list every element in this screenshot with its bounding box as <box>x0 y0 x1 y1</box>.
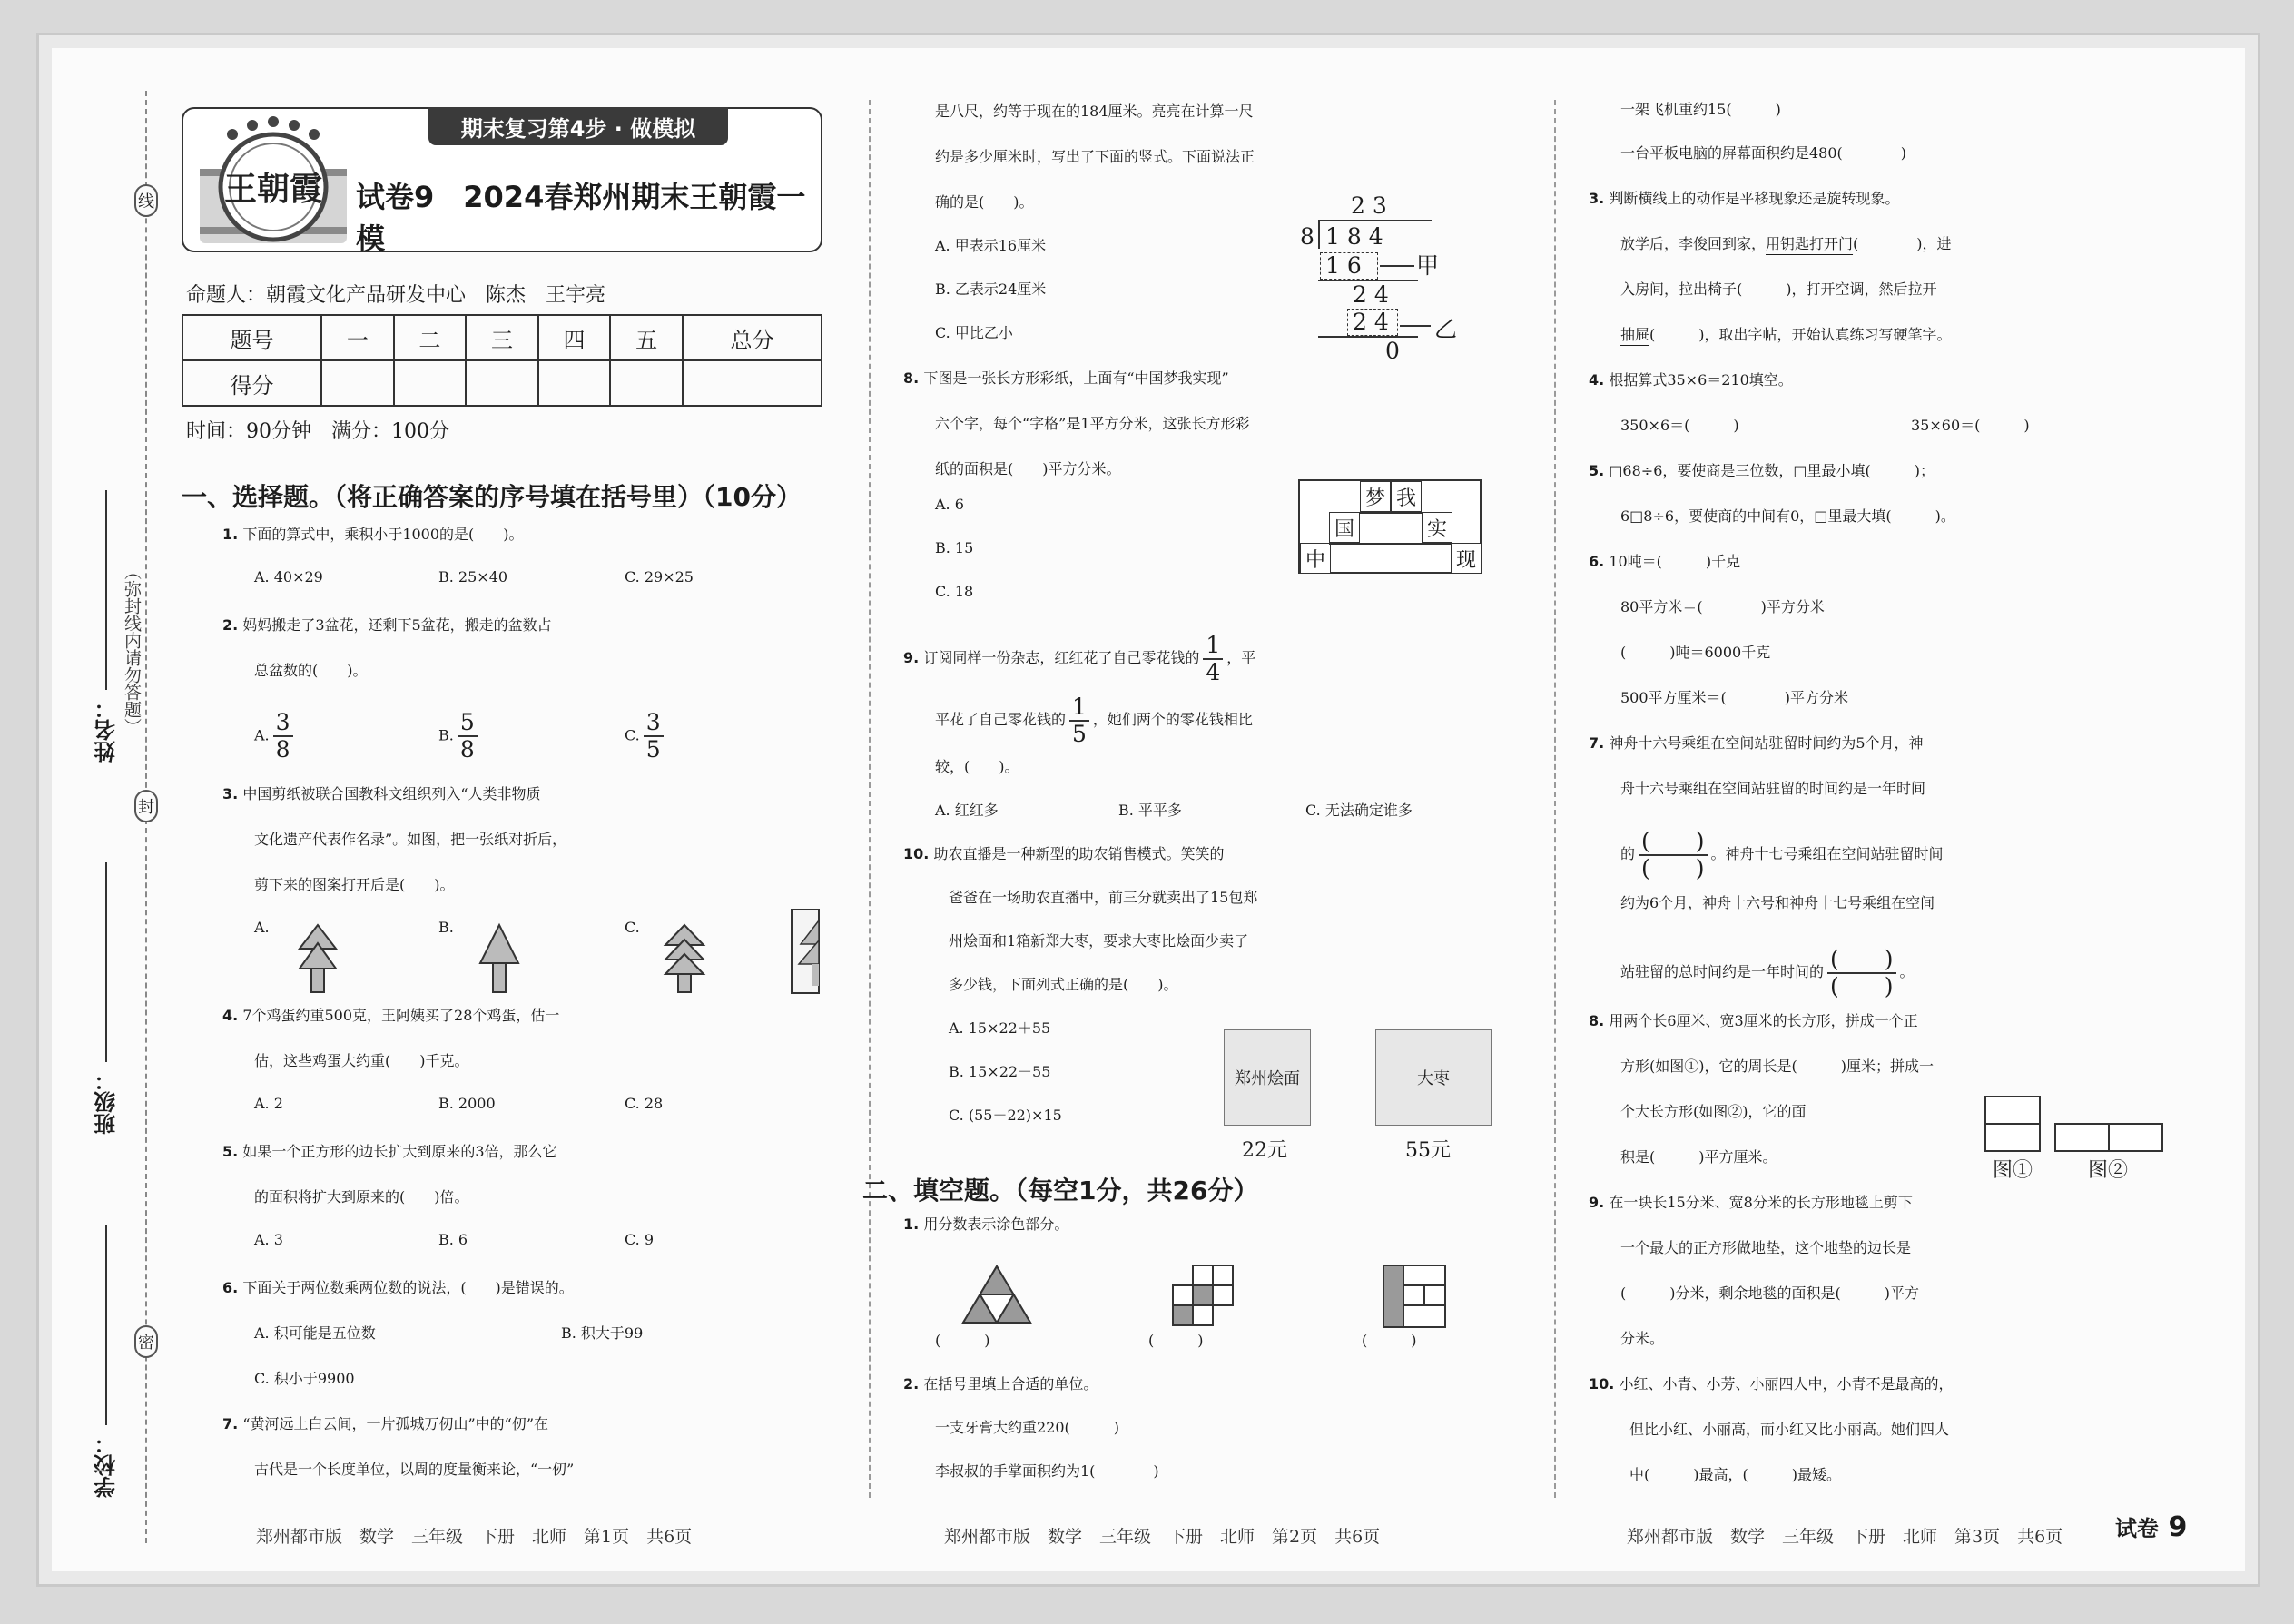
option-a[interactable]: A. 2 <box>254 1095 283 1112</box>
score-header-cell: 总分 <box>683 315 822 360</box>
question-text: ，她们两个的零花钱相比 <box>1092 711 1253 728</box>
question-text: 判断横线上的动作是平移现象还是旋转现象。 <box>1609 190 1900 207</box>
column-divider <box>869 100 871 1498</box>
option-label: B. <box>438 726 454 744</box>
question-10 <box>903 842 1224 863</box>
option-a[interactable] <box>254 710 297 763</box>
shaded-rectangle-figure <box>1382 1264 1447 1329</box>
question-1 <box>222 523 524 544</box>
answer-blank[interactable]: ( )，取出字帖，开始认真练习写硬笔字。 <box>1649 326 1952 343</box>
fill-line[interactable]: 方形(如图①)，它的周长是( )厘米；拼成一 <box>1620 1058 1934 1075</box>
question-text: 州烩面和1箱新郑大枣，要求大枣比烩面少卖了 <box>949 932 1249 950</box>
seal-note: （弥封线内请勿答题） <box>122 563 142 735</box>
option-c[interactable]: C. 29×25 <box>625 568 694 586</box>
fill-line <box>1620 278 1937 299</box>
shaded-triangle-figure <box>960 1264 1033 1325</box>
option-b[interactable]: B. 6 <box>438 1231 468 1248</box>
char-cell: 现 <box>1451 543 1482 574</box>
question-number: 7. <box>1589 734 1605 752</box>
option-a[interactable]: A. 6 <box>935 496 964 513</box>
option-a[interactable]: A. <box>254 919 270 936</box>
question-number: 2. <box>903 1375 920 1393</box>
question-number: 3. <box>1589 190 1605 207</box>
svg-text:王朝霞: 王朝霞 <box>223 170 323 208</box>
fill-question-4 <box>1589 369 1793 389</box>
fill-question-10 <box>1589 1373 1953 1393</box>
label-yi: 乙 <box>1434 316 1458 342</box>
question-number: 6. <box>1589 553 1605 570</box>
shaded-squares-figure <box>1171 1264 1236 1329</box>
denominator: 8 <box>275 736 290 763</box>
question-text: 分米。 <box>1620 1330 1665 1347</box>
question-text: 用分数表示涂色部分。 <box>923 1216 1069 1233</box>
answer-blank[interactable]: ( )，打开空调，然后 <box>1737 281 1908 298</box>
denominator: 5 <box>645 736 661 763</box>
papercut-folded-icon <box>790 908 821 995</box>
grid-line <box>1360 512 1422 514</box>
question-text: 站驻留的总时间约是一年时间的 <box>1620 963 1825 980</box>
question-text: 的面积将扩大到原来的( )倍。 <box>254 1188 469 1206</box>
denominator-blank[interactable]: ( ) <box>1641 854 1705 881</box>
grid-line <box>1329 543 1452 545</box>
question-text: 订阅同样一份杂志，红红花了自己零花钱的 <box>923 649 1200 666</box>
question-text: 一个最大的正方形做地垫，这个地垫的边长是 <box>1620 1239 1912 1256</box>
fill-line[interactable]: 80平方米＝( )平方分米 <box>1620 598 1825 615</box>
fraction <box>458 710 478 763</box>
question-number: 9. <box>903 649 920 666</box>
option-c[interactable]: C. (55－22)×15 <box>949 1107 1062 1124</box>
fill-line[interactable]: 10吨＝( )千克 <box>1609 553 1741 570</box>
score-cell[interactable] <box>683 360 822 406</box>
score-header-cell: 题号 <box>182 315 321 360</box>
fill-question-7 <box>1589 732 1924 753</box>
fill-question-6 <box>1589 550 1740 571</box>
page-footer-2: 郑州都市版 数学 三年级 下册 北师 第2页 共6页 <box>944 1527 1381 1547</box>
question-text: 如果一个正方形的边长扩大到原来的3倍，那么它 <box>242 1143 557 1160</box>
underlined-action: 抽屉 <box>1620 326 1650 343</box>
question-text: 的 <box>1620 845 1636 862</box>
seal-mark-secret: 密 <box>134 1325 158 1358</box>
question-4 <box>222 1004 559 1025</box>
question-text: 。神舟十七号乘组在空间站驻留时间 <box>1710 845 1944 862</box>
numerator-blank[interactable]: ( ) <box>1639 829 1708 856</box>
paper-label: 试卷 <box>2115 1516 2159 1541</box>
fill-question-9 <box>1589 1191 1913 1212</box>
question-text: 在一块长15分米、宽8分米的长方形地毯上剪下 <box>1609 1194 1913 1211</box>
fill-line[interactable]: 35×60＝( ) <box>1911 417 2030 434</box>
option-b[interactable]: B. 15 <box>935 539 974 556</box>
school-field[interactable] <box>91 1225 122 1498</box>
score-row <box>182 360 822 406</box>
char-cell: 国 <box>1329 512 1360 543</box>
numerator: 1 <box>1203 633 1223 660</box>
question-text: 根据算式35×6＝210填空。 <box>1609 371 1793 389</box>
score-cell[interactable] <box>610 360 683 406</box>
numerator: 5 <box>458 710 478 737</box>
option-a[interactable]: A. 甲表示16厘米 <box>935 237 1047 254</box>
question-8 <box>903 367 1229 388</box>
exam-title: 试卷9 2024春郑州期末王朝霞一模 <box>356 180 806 256</box>
option-b[interactable]: B. 15×22－55 <box>949 1063 1051 1080</box>
page-footer-3: 郑州都市版 数学 三年级 下册 北师 第3页 共6页 <box>1627 1527 2063 1547</box>
question-text: 六个字，每个“字格”是1平方分米，这张长方形彩 <box>935 415 1250 432</box>
seal-mark-line: 线 <box>134 184 158 217</box>
fill-line <box>1620 822 1944 886</box>
question-text: 是八尺，约等于现在的184厘米。亮亮在计算一尺 <box>935 103 1254 120</box>
question-text: 放学后，李俊回到家， <box>1620 235 1767 252</box>
question-number: 10. <box>903 845 930 862</box>
score-header-cell: 一 <box>321 315 394 360</box>
fill-question-5 <box>1589 459 1935 480</box>
fraction <box>1203 633 1223 685</box>
page-footer-1: 郑州都市版 数学 三年级 下册 北师 第1页 共6页 <box>256 1527 693 1547</box>
option-c[interactable]: C. <box>625 919 640 936</box>
fraction-blank[interactable] <box>1827 947 1896 999</box>
division-bracket <box>1318 220 1320 249</box>
char-cell: 中 <box>1300 543 1331 574</box>
time-info: 时间：90分钟 满分：100分 <box>186 420 449 443</box>
question-text: ，平 <box>1226 649 1256 666</box>
fill-line[interactable]: ( )分米，剩余地毯的面积是( )平方 <box>1620 1284 1919 1302</box>
question-2 <box>222 614 552 635</box>
char-cell: 梦 <box>1360 481 1391 512</box>
question-text: 但比小红、小丽高，而小红又比小丽高。她们四人 <box>1629 1421 1950 1438</box>
question-number: 9. <box>1589 1194 1605 1211</box>
option-b[interactable] <box>438 710 481 763</box>
option-a[interactable]: A. 积可能是五位数 <box>254 1324 376 1342</box>
fraction-blank[interactable] <box>1639 829 1708 881</box>
option-label: C. <box>625 726 640 744</box>
header-banner: 期末复习第4步 · 做模拟 <box>428 107 728 145</box>
option-b[interactable]: B. 25×40 <box>438 568 508 586</box>
option-a[interactable]: A. 红红多 <box>935 802 999 819</box>
product-label: 大枣 <box>1417 1069 1450 1088</box>
question-text: 多少钱，下面列式正确的是( )。 <box>949 976 1178 993</box>
noodle-price: 22元 <box>1242 1139 1287 1162</box>
question-number: 7. <box>222 1415 239 1432</box>
question-text: 入房间， <box>1620 281 1679 298</box>
compilers: 命题人：朝霞文化产品研发中心 陈杰 王宇亮 <box>186 284 606 307</box>
fill-question-8 <box>1589 1009 1918 1030</box>
paper-number: 9 <box>2168 1511 2188 1543</box>
noodle-package-image <box>1224 1029 1311 1126</box>
question-text: 下面关于两位数乘两位数的说法，( )是错误的。 <box>242 1279 574 1296</box>
denominator-blank[interactable]: ( ) <box>1830 972 1894 999</box>
question-number: 1. <box>222 526 239 543</box>
paper-number-badge <box>2115 1511 2187 1543</box>
school-underline <box>105 1225 107 1425</box>
question-text: 剪下来的图案打开后是( )。 <box>254 876 455 893</box>
score-header-cell: 五 <box>610 315 683 360</box>
class-underline <box>105 862 107 1062</box>
score-table <box>182 314 822 407</box>
fill-line[interactable]: ( )吨＝6000千克 <box>1620 644 1771 661</box>
section1-title: 一、选择题。（将正确答案的序号填在括号里）（10分） <box>182 482 802 512</box>
score-header-row <box>182 315 822 360</box>
question-text: 神舟十六号乘组在空间站驻留时间约为5个月，神 <box>1609 734 1924 752</box>
section2-title: 二、填空题。（每空1分，共26分） <box>862 1176 1259 1206</box>
question-text: 较，( )。 <box>935 758 1019 775</box>
underlined-action: 拉开 <box>1907 281 1937 298</box>
seal-mark-seal: 封 <box>134 790 158 822</box>
figure-2-rectangle <box>2053 1122 2164 1153</box>
papercut-tree-a-icon <box>295 921 340 994</box>
school-label: 学校： <box>94 1432 120 1498</box>
fraction <box>1069 694 1089 747</box>
fraction <box>644 710 664 763</box>
binding-strip <box>54 54 191 1561</box>
numerator: 1 <box>1069 694 1089 722</box>
question-text: 用两个长6厘米、宽3厘米的长方形，拼成一个正 <box>1609 1012 1918 1029</box>
fill-question-1 <box>903 1213 1068 1234</box>
score-row-label: 得分 <box>182 360 321 406</box>
question-9 <box>903 630 1255 686</box>
question-6 <box>222 1276 574 1297</box>
divisor: 8 <box>1300 223 1314 250</box>
question-text: “黄河远上白云间，一片孤城万仞山”中的“仞”在 <box>242 1415 549 1432</box>
fill-question-2 <box>903 1373 1098 1393</box>
answer-blank[interactable]: ( ) <box>1362 1332 1417 1349</box>
fill-line[interactable]: 350×6＝( ) <box>1620 417 1739 434</box>
question-number: 1. <box>903 1216 920 1233</box>
numerator: 3 <box>273 710 293 737</box>
fraction <box>273 710 293 763</box>
numerator: 3 <box>644 710 664 737</box>
question-number: 8. <box>1589 1012 1605 1029</box>
score-cell[interactable] <box>321 360 394 406</box>
dividend: 1 8 4 <box>1325 223 1383 250</box>
option-c[interactable]: C. 18 <box>935 583 974 600</box>
name-field[interactable] <box>91 490 122 763</box>
question-number: 5. <box>222 1143 239 1160</box>
final-remainder: 0 <box>1385 338 1400 364</box>
class-label: 班级： <box>94 1069 120 1135</box>
question-text: 约为6个月，神舟十六号和神舟十七号乘组在空间 <box>1620 894 1935 911</box>
question-text: 舟十六号乘组在空间站驻留的时间约是一年时间 <box>1620 780 1926 797</box>
question-number: 8. <box>903 369 920 387</box>
jujube-box-image <box>1375 1029 1492 1126</box>
brand-logo-icon <box>196 114 350 249</box>
fill-line <box>1620 940 1915 1004</box>
question-text: 文化遗产代表作名录”。如图，把一张纸对折后， <box>254 831 567 848</box>
option-b[interactable]: B. 平平多 <box>1118 802 1182 819</box>
fill-line[interactable]: 500平方厘米＝( )平方分米 <box>1620 689 1849 706</box>
score-header-cell: 四 <box>538 315 611 360</box>
question-number: 2. <box>222 616 239 634</box>
figure-2-label: 图② <box>2088 1159 2129 1182</box>
column-divider <box>1554 100 1556 1498</box>
option-a[interactable]: A. 15×22＋55 <box>949 1019 1051 1037</box>
question-text: 确的是( )。 <box>935 193 1034 211</box>
option-a[interactable]: A. 40×29 <box>254 568 323 586</box>
score-cell[interactable] <box>466 360 538 406</box>
option-c[interactable]: C. 28 <box>625 1095 664 1112</box>
question-number: 4. <box>222 1007 239 1024</box>
option-label: A. <box>254 726 270 744</box>
answer-blank[interactable]: ( )，进 <box>1853 235 1952 252</box>
long-division <box>1298 192 1462 364</box>
jujube-price: 55元 <box>1405 1139 1451 1162</box>
option-b[interactable]: B. 积大于99 <box>561 1324 644 1342</box>
figure-1-square <box>1984 1095 2042 1153</box>
partial-product-2: 2 4 <box>1353 309 1389 335</box>
question-text: 。 <box>1899 963 1915 980</box>
class-field[interactable] <box>91 862 122 1135</box>
answer-blank[interactable]: ( ) <box>935 1332 990 1349</box>
fill-line[interactable]: 李叔叔的手掌面积约为1( ) <box>935 1462 1159 1480</box>
option-c[interactable]: C. 甲比乙小 <box>935 324 1013 341</box>
question-text: 在括号里填上合适的单位。 <box>923 1375 1098 1393</box>
score-cell[interactable] <box>394 360 467 406</box>
question-text: 古代是一个长度单位，以周的度量衡来论，“一仞” <box>254 1461 575 1478</box>
partial-remainder: 2 4 <box>1353 281 1389 308</box>
question-text: 7个鸡蛋约重500克，王阿姨买了28个鸡蛋，估一 <box>242 1007 560 1024</box>
char-cell: 我 <box>1391 481 1422 512</box>
fill-question-3 <box>1589 187 1899 208</box>
fill-line[interactable]: 一台平板电脑的屏幕面积约是480( ) <box>1620 144 1907 162</box>
question-text <box>935 692 1253 748</box>
option-c[interactable] <box>625 710 667 763</box>
option-c[interactable]: C. 积小于9900 <box>254 1370 355 1387</box>
denominator: 8 <box>459 736 475 763</box>
question-text: 总盆数的( )。 <box>254 662 368 679</box>
answer-blank[interactable]: ( ) <box>1148 1332 1204 1349</box>
denominator: 5 <box>1072 720 1087 747</box>
option-a[interactable]: A. 3 <box>254 1231 283 1248</box>
subtract-line <box>1318 336 1418 338</box>
question-text: 小红、小青、小芳、小丽四人中，小青不是最高的， <box>1619 1375 1954 1393</box>
question-number: 6. <box>222 1279 239 1296</box>
question-text: 纸的面积是( )平方分米。 <box>935 460 1121 477</box>
option-b[interactable]: B. 乙表示24厘米 <box>935 281 1047 298</box>
question-text: 约是多少厘米时，写出了下面的竖式。下面说法正 <box>935 148 1255 165</box>
question-text: 个大长方形(如图②)，它的面 <box>1620 1103 1807 1120</box>
fill-line[interactable]: □68÷6，要使商是三位数，□里最小填( )； <box>1609 462 1935 479</box>
papercut-tree-b-icon <box>477 921 522 994</box>
question-5 <box>222 1140 557 1161</box>
underlined-action: 用钥匙打开门 <box>1766 235 1854 252</box>
question-3 <box>222 782 541 803</box>
fill-line[interactable]: 中( )最高，( )最矮。 <box>1629 1466 1841 1483</box>
question-text: 估，这些鸡蛋大约重( )千克。 <box>254 1052 469 1069</box>
question-text: 下面的算式中，乘积小于1000的是( )。 <box>242 526 524 543</box>
papercut-tree-c-icon <box>660 921 709 994</box>
question-number: 3. <box>222 785 239 802</box>
name-underline <box>105 490 107 690</box>
division-bar <box>1318 220 1432 221</box>
option-b[interactable]: B. 2000 <box>438 1095 496 1112</box>
name-label: 姓名： <box>94 697 120 763</box>
option-c[interactable]: C. 无法确定谁多 <box>1305 802 1413 819</box>
exam-header <box>182 107 822 256</box>
label-leader <box>1380 265 1414 267</box>
question-text: 平花了自己零花钱的 <box>935 711 1067 728</box>
fill-line[interactable]: 6□8÷6，要使商的中间有0，□里最大填( )。 <box>1620 507 1955 525</box>
product-label: 郑州烩面 <box>1235 1069 1300 1088</box>
question-text: 下图是一张长方形彩纸，上面有“中国梦我实现” <box>923 369 1229 387</box>
fill-line <box>1620 232 1952 253</box>
partial-product-1: 1 6 <box>1325 252 1362 279</box>
question-number: 5. <box>1589 462 1605 479</box>
fill-line <box>1620 323 1952 344</box>
fill-line[interactable]: 一支牙膏大约重220( ) <box>935 1419 1120 1436</box>
question-7 <box>222 1412 548 1433</box>
question-text: 妈妈搬走了3盆花，还剩下5盆花，搬走的盆数占 <box>242 616 552 634</box>
option-c[interactable]: C. 9 <box>625 1231 655 1248</box>
question-text: 中国剪纸被联合国教科文组织列入“人类非物质 <box>242 785 541 802</box>
label-jia: 甲 <box>1416 252 1440 279</box>
option-b[interactable]: B. <box>438 919 454 936</box>
numerator-blank[interactable]: ( ) <box>1827 947 1896 974</box>
quotient: 2 3 <box>1351 192 1387 219</box>
underlined-action: 拉出椅子 <box>1679 281 1738 298</box>
char-grid-paper <box>1298 479 1482 574</box>
score-header-cell: 二 <box>394 315 467 360</box>
char-cell: 实 <box>1422 512 1452 543</box>
label-leader <box>1400 325 1431 327</box>
question-text: 助农直播是一种新型的助农销售模式。笑笑的 <box>933 845 1225 862</box>
question-number: 10. <box>1589 1375 1615 1393</box>
figure-1-label: 图① <box>1993 1159 2033 1182</box>
score-header-cell: 三 <box>466 315 538 360</box>
question-number: 4. <box>1589 371 1605 389</box>
fill-line[interactable]: 一架飞机重约15( ) <box>1620 101 1781 118</box>
question-text: 爸爸在一场助农直播中，前三分就卖出了15包郑 <box>949 889 1258 906</box>
fill-line[interactable]: 积是( )平方厘米。 <box>1620 1148 1777 1166</box>
score-cell[interactable] <box>538 360 611 406</box>
denominator: 4 <box>1206 658 1221 685</box>
